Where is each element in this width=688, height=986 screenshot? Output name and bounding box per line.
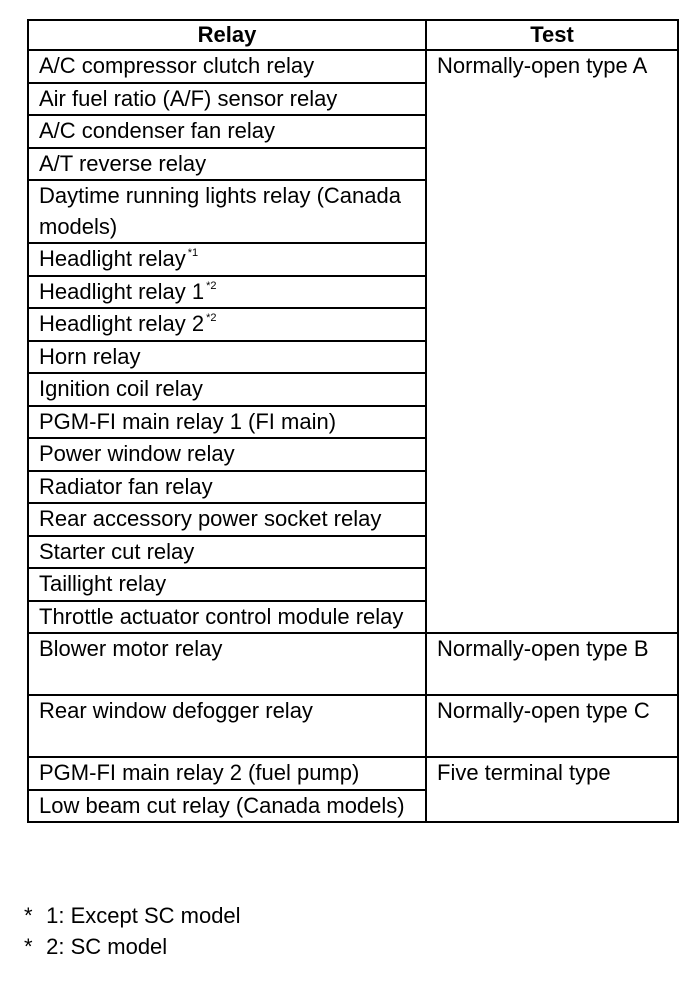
- footnote: [24, 900, 241, 931]
- relay-name: Rear window defogger relay: [39, 698, 313, 723]
- relay-cell: [28, 536, 426, 569]
- relay-cell: [28, 115, 426, 148]
- header-row: [28, 20, 678, 50]
- footnote-text: 1: Except SC model: [46, 903, 241, 928]
- relay-cell: [28, 633, 426, 695]
- relay-cell: [28, 373, 426, 406]
- test-cell-type-c: Normally-open type C: [426, 695, 678, 757]
- relay-cell: [28, 438, 426, 471]
- relay-cell: [28, 180, 426, 243]
- relay-column-header: Relay: [28, 20, 426, 50]
- relay-cell: [28, 471, 426, 504]
- relay-cell: [28, 50, 426, 83]
- relay-name: Horn relay: [39, 343, 141, 369]
- table-row: [28, 695, 678, 757]
- relay-name: Throttle actuator control module relay: [39, 603, 404, 629]
- relay-cell: [28, 790, 426, 823]
- relay-name: A/C condenser fan relay: [39, 118, 276, 143]
- relay-name: Low beam cut relay (Canada models): [39, 792, 405, 818]
- relay-cell: [28, 757, 426, 790]
- relay-name: PGM-FI main relay 2 (fuel pump): [39, 760, 360, 785]
- relay-cell: [28, 83, 426, 116]
- footnote-marker: *1: [187, 247, 199, 259]
- footnote-text: 2: SC model: [46, 934, 168, 959]
- asterisk: *: [24, 934, 33, 959]
- test-cell-five-terminal: Five terminal type: [426, 757, 678, 822]
- footnote-marker: *2: [206, 312, 217, 324]
- relay-name: A/T reverse relay: [39, 150, 207, 176]
- relay-name: Air fuel ratio (A/F) sensor relay: [39, 85, 338, 111]
- relay-cell: [28, 148, 426, 181]
- relay-cell: [28, 406, 426, 439]
- relay-cell: [28, 568, 426, 601]
- relay-name: Radiator fan relay: [39, 473, 213, 499]
- relay-name: Headlight relay 1: [39, 278, 205, 304]
- relay-cell: [28, 695, 426, 757]
- footnote: [24, 931, 241, 962]
- test-cell-type-b: Normally-open type B: [426, 633, 678, 695]
- table-row: [28, 757, 678, 790]
- relay-name: Headlight relay: [39, 246, 186, 271]
- relay-name: Starter cut relay: [39, 538, 195, 564]
- asterisk: *: [24, 903, 33, 928]
- relay-cell: [28, 601, 426, 634]
- relay-cell: [28, 276, 426, 309]
- relay-name: PGM-FI main relay 1 (FI main): [39, 408, 337, 434]
- relay-cell: [28, 503, 426, 536]
- relay-name: A/C compressor clutch relay: [39, 53, 315, 78]
- relay-name: Daytime running lights relay (Canada models): [39, 183, 401, 239]
- relay-name: Headlight relay 2: [39, 311, 205, 336]
- relay-name: Taillight relay: [39, 571, 167, 596]
- relay-cell: [28, 308, 426, 341]
- table-row: [28, 50, 678, 83]
- relay-name: Power window relay: [39, 441, 235, 466]
- relay-cell: [28, 341, 426, 374]
- relay-name: Blower motor relay: [39, 636, 223, 661]
- relay-name: Ignition coil relay: [39, 376, 203, 401]
- relay-name: Rear accessory power socket relay: [39, 506, 382, 531]
- table-row: [28, 633, 678, 695]
- test-cell-type-a: Normally-open type A: [426, 50, 678, 633]
- test-column-header: Test: [426, 20, 678, 50]
- relay-test-table: [27, 19, 679, 823]
- relay-cell: [28, 243, 426, 276]
- footnote-marker: *2: [206, 279, 217, 292]
- footnotes: [24, 900, 241, 962]
